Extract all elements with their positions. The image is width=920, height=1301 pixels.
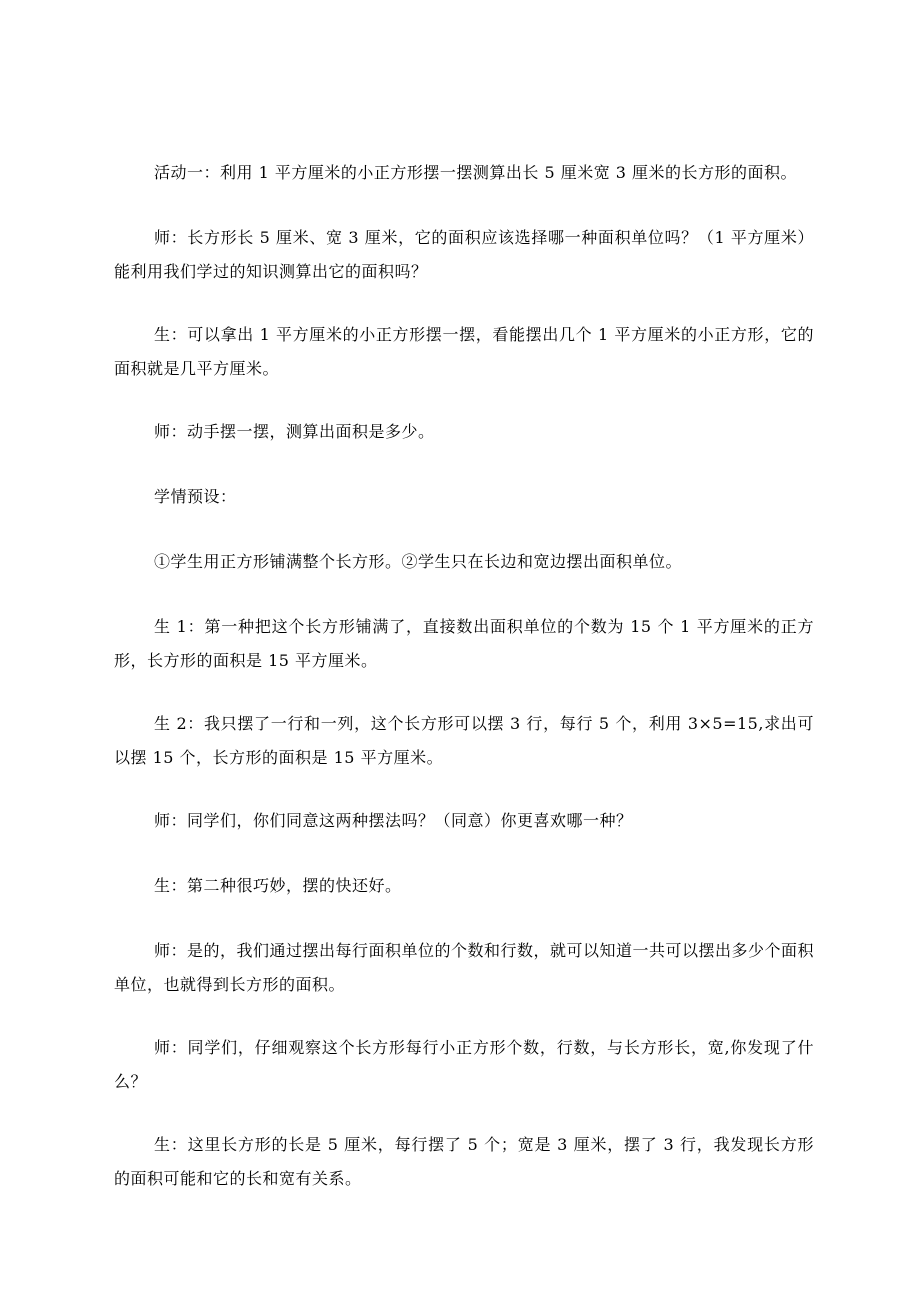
paragraph-student-reply: 生：第二种很巧妙，摆的快还好。 <box>154 876 402 895</box>
paragraph-student-answer: 生：可以拿出 1 平方厘米的小正方形摆一摆，看能摆出几个 1 平方厘米的小正方形，它的面积就是几平方厘米。 <box>114 325 814 378</box>
document-body <box>114 156 814 1225</box>
paragraph-teacher-summary: 师：是的，我们通过摆出每行面积单位的个数和行数，就可以知道一共可以摆出多少个面积单位，也就得到长方形的面积。 <box>114 941 815 994</box>
paragraph-student-discovery: 生：这里长方形的长是 5 厘米，每行摆了 5 个；宽是 3 厘米，摆了 3 行，我发现长方形的面积可能和它的长和宽有关系。 <box>114 1135 814 1188</box>
paragraph-teacher-question: 师：长方形长 5 厘米、宽 3 厘米，它的面积应该选择哪一种面积单位吗？（1 平方厘米）能利用我们学过的知识测算出它的面积吗？ <box>114 228 814 281</box>
paragraph-preset-heading: 学情预设： <box>154 487 237 506</box>
paragraph-teacher-observe: 师：同学们，仔细观察这个长方形每行小正方形个数，行数，与长方形长，宽,你发现了什么？ <box>114 1038 814 1091</box>
paragraph-activity-one: 活动一：利用 1 平方厘米的小正方形摆一摆测算出长 5 厘米宽 3 厘米的长方形的面积。 <box>154 163 798 182</box>
paragraph-preset-options: ①学生用正方形铺满整个长方形。②学生只在长边和宽边摆出面积单位。 <box>154 552 683 571</box>
paragraph-teacher-instruction: 师：动手摆一摆，测算出面积是多少。 <box>154 422 435 441</box>
paragraph-student-two: 生 2：我只摆了一行和一列，这个长方形可以摆 3 行，每行 5 个，利用 3×5=15,求出可以摆 15 个，长方形的面积是 15 平方厘米。 <box>114 714 814 767</box>
paragraph-teacher-agree: 师：同学们，你们同意这两种摆法吗？（同意）你更喜欢哪一种？ <box>154 811 633 830</box>
paragraph-student-one: 生 1：第一种把这个长方形铺满了，直接数出面积单位的个数为 15 个 1 平方厘米的正方形，长方形的面积是 15 平方厘米。 <box>114 617 814 670</box>
